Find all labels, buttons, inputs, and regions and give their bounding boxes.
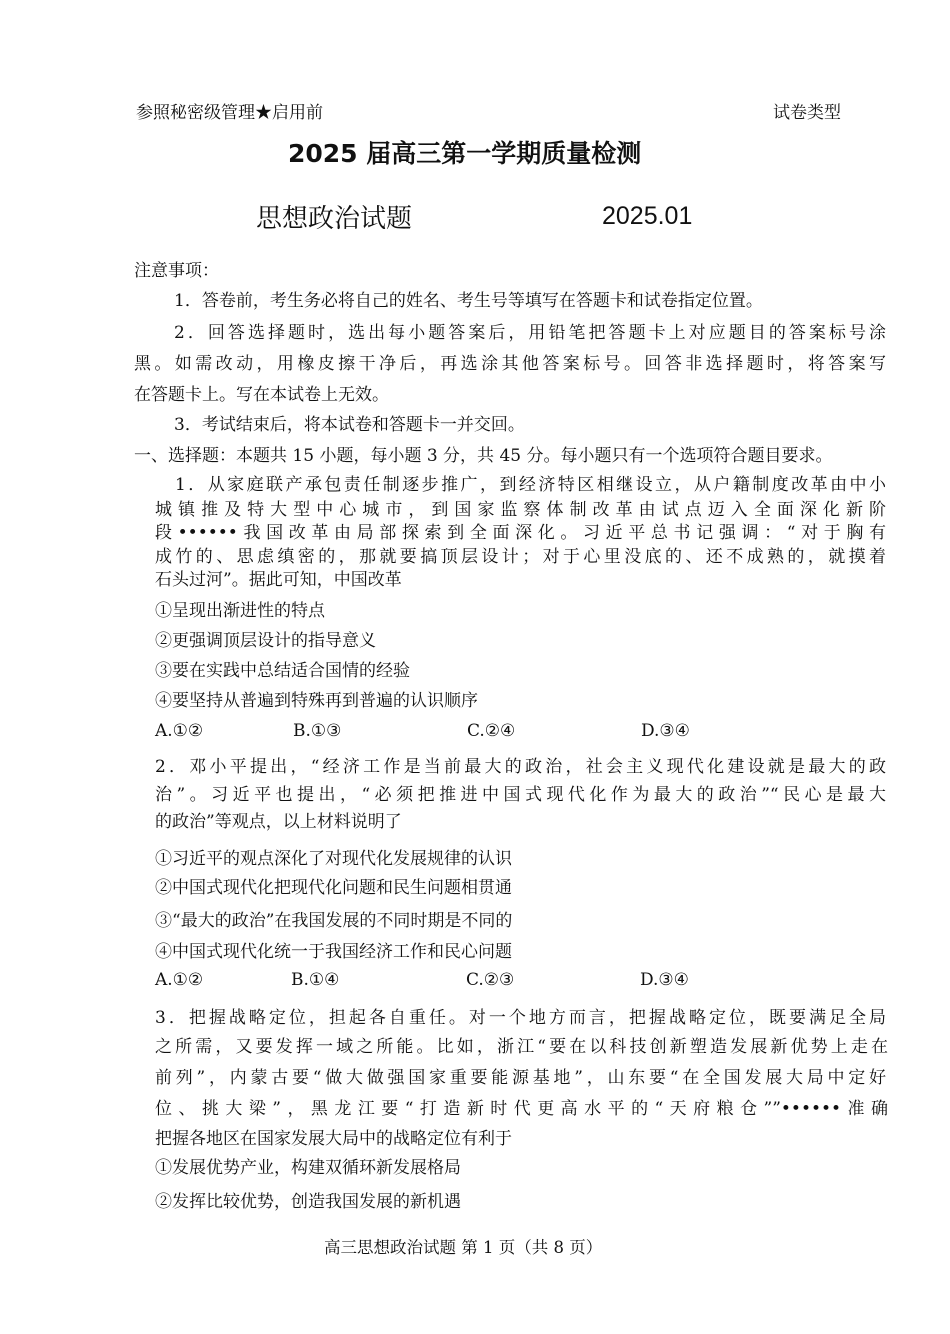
q1-answer-b: B.①③ [293, 721, 342, 741]
q3-stem-line-2: 之所需，又要发挥一域之所能。比如，浙江“要在以科技创新塑造发展新优势上走在 [155, 1037, 888, 1057]
q2-option-4: ④中国式现代化统一于我国经济工作和民心问题 [155, 942, 512, 962]
q1-answer-c: C.②④ [467, 721, 516, 741]
q2-option-2: ②中国式现代化把现代化问题和民生问题相贯通 [155, 878, 512, 898]
exam-type-label: 试卷类型 [773, 103, 841, 123]
q1-answer-d: D.③④ [641, 721, 690, 741]
notice-item-2-line-3: 在答题卡上。写在本试卷上无效。 [134, 385, 389, 405]
q2-answer-c: C.②③ [466, 970, 515, 990]
q1-stem-line-5: 石头过河”。据此可知，中国改革 [155, 570, 402, 590]
q1-stem-line-3: 段••••••我国改革由局部探索到全面深化。习近平总书记强调：“对于胸有 [155, 523, 886, 543]
q3-stem-line-1: 3．把握战略定位，担起各自重任。对一个地方而言，把握战略定位，既要满足全局 [155, 1008, 886, 1028]
notice-heading: 注意事项： [134, 261, 219, 281]
notice-item-2-line-1: 2．回答选择题时，选出每小题答案后，用铅笔把答题卡上对应题目的答案标号涂 [174, 323, 886, 343]
page-footer: 高三思想政治试题 第 1 页（共 8 页） [324, 1238, 603, 1257]
confidentiality-label: 参照秘密级管理★启用前 [136, 103, 323, 123]
q2-option-1: ①习近平的观点深化了对现代化发展规律的认识 [155, 849, 512, 869]
q3-option-1: ①发展优势产业，构建双循环新发展格局 [155, 1158, 461, 1178]
q2-option-3: ③“最大的政治”在我国发展的不同时期是不同的 [155, 911, 513, 931]
q2-stem-line-2: 治”。习近平也提出，“必须把推进中国式现代化作为最大的政治”“民心是最大 [155, 785, 886, 805]
exam-title: 2025 届高三第一学期质量检测 [288, 139, 642, 168]
q1-option-2: ②更强调顶层设计的指导意义 [155, 631, 376, 651]
notice-item-2-line-2: 黑。如需改动，用橡皮擦干净后，再选涂其他答案标号。回答非选择题时，将答案写 [134, 354, 886, 374]
q3-stem-line-5: 把握各地区在国家发展大局中的战略定位有利于 [155, 1129, 512, 1149]
q2-answer-d: D.③④ [640, 970, 689, 990]
notice-item-3: 3．考试结束后，将本试卷和答题卡一并交回。 [174, 415, 525, 435]
subject-title: 思想政治试题 [256, 204, 413, 234]
q2-stem-line-3: 的政治”等观点，以上材料说明了 [155, 812, 402, 832]
q3-stem-line-4: 位、挑大梁”，黑龙江要“打造新时代更高水平的“天府粮仓””••••••准确 [155, 1099, 888, 1119]
q1-option-4: ④要坚持从普遍到特殊再到普遍的认识顺序 [155, 691, 478, 711]
q1-option-1: ①呈现出渐进性的特点 [155, 601, 325, 621]
q3-option-2: ②发挥比较优势，创造我国发展的新机遇 [155, 1192, 461, 1212]
q2-stem-line-1: 2．邓小平提出，“经济工作是当前最大的政治，社会主义现代化建设就是最大的政 [155, 757, 886, 777]
q1-stem-line-4: 成竹的、思虑缜密的，那就要搞顶层设计；对于心里没底的、还不成熟的，就摸着 [155, 547, 886, 567]
q2-answer-b: B.①④ [291, 970, 340, 990]
q1-answer-a: A.①② [155, 721, 204, 741]
notice-item-1: 1．答卷前，考生务必将自己的姓名、考生号等填写在答题卡和试卷指定位置。 [174, 291, 763, 311]
q1-stem-line-1: 1．从家庭联产承包责任制逐步推广，到经济特区相继设立，从户籍制度改革由中小 [175, 475, 886, 495]
q1-option-3: ③要在实践中总结适合国情的经验 [155, 661, 410, 681]
q1-stem-line-2: 城镇推及特大型中心城市，到国家监察体制改革由试点迈入全面深化新阶 [155, 500, 886, 520]
exam-date: 2025.01 [602, 202, 693, 230]
q2-answer-a: A.①② [155, 970, 204, 990]
section-heading: 一、选择题：本题共 15 小题，每小题 3 分，共 45 分。每小题只有一个选项符合题目要求。 [134, 446, 833, 466]
q3-stem-line-3: 前列”，内蒙古要“做大做强国家重要能源基地”，山东要“在全国发展大局中定好 [155, 1068, 886, 1088]
